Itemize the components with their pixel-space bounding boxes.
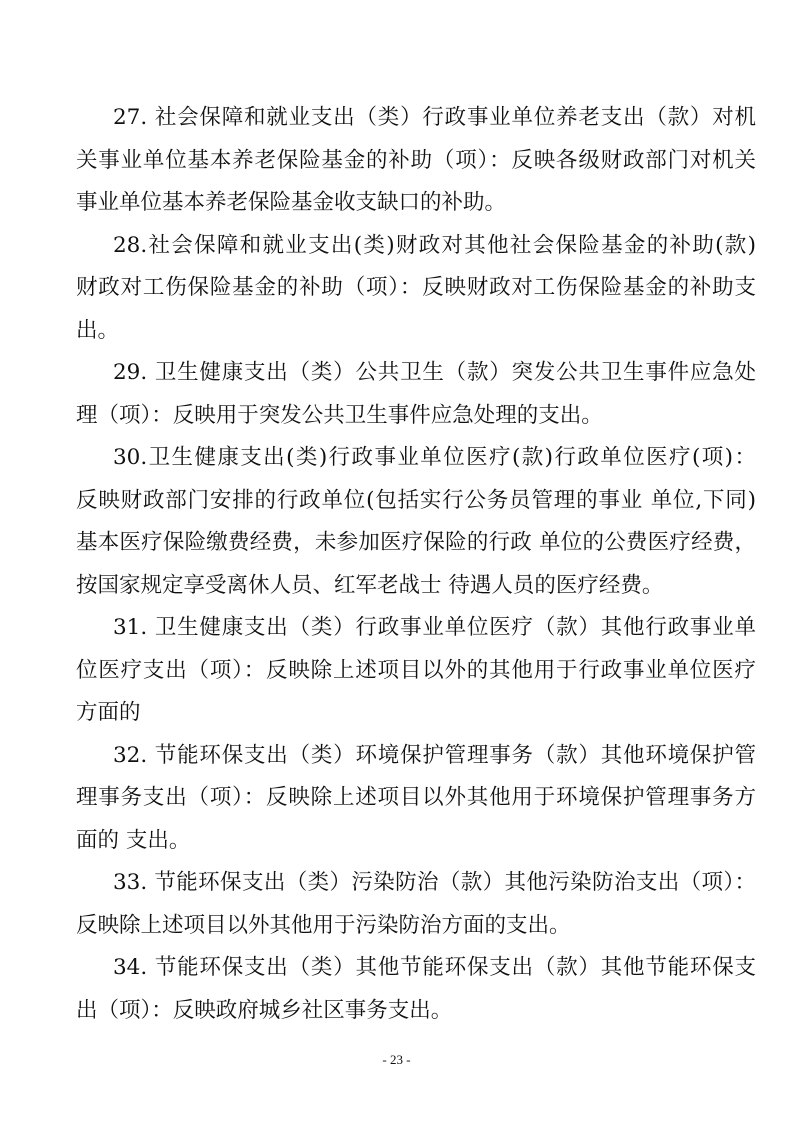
paragraph-34 [76, 947, 756, 1032]
text-line: 32. 节能环保支出（类）环境保护管理事务（款）其他环境保护管 [113, 742, 756, 768]
paragraph-33 [76, 862, 756, 947]
text-line: 面的 支出。 [76, 827, 191, 853]
text-line: 34. 节能环保支出（类）其他节能环保支出（款）其他节能环保支 [113, 955, 756, 980]
text-line: 财政对工伤保险基金的补助（项）：反映财政对工伤保险基金的补助支 [76, 275, 756, 300]
text-line: 28.社会保障和就业支出(类)财政对其他社会保险基金的补助(款) [113, 232, 756, 258]
text-line: 反映财政部门安排的行政单位(包括实行公务员管理的事业 单位,下同) [76, 487, 756, 513]
text-line: 事业单位基本养老保险基金收支缺口的补助。 [76, 190, 507, 215]
text-line: 按国家规定享受离休人员、红军老战士 待遇人员的医疗经费。 [76, 572, 664, 598]
text-line: 30.卫生健康支出(类)行政事业单位医疗(款)行政单位医疗(项)： [113, 445, 756, 470]
page-number: - 23 - [382, 1052, 411, 1067]
text-line: 29. 卫生健康支出（类）公共卫生（款）突发公共卫生事件应急处 [113, 360, 756, 385]
text-line: 33. 节能环保支出（类）污染防治（款）其他污染防治支出（项）： [113, 870, 756, 895]
paragraph-28 [76, 225, 756, 353]
paragraph-30 [76, 437, 756, 607]
text-line: 关事业单位基本养老保险基金的补助（项）：反映各级财政部门对机关 [76, 147, 756, 173]
paragraph-29 [76, 352, 756, 437]
text-line: 31. 卫生健康支出（类）行政事业单位医疗（款）其他行政事业单 [113, 615, 756, 640]
paragraph-31 [76, 607, 756, 735]
paragraph-32 [76, 735, 756, 863]
text-line: 27. 社会保障和就业支出（类）行政事业单位养老支出（款）对机 [113, 105, 756, 130]
text-line: 基本医疗保险缴费经费，未参加医疗保险的行政 单位的公费医疗经费， [76, 530, 756, 555]
text-line: 理（项）：反映用于突发公共卫生事件应急处理的支出。 [76, 402, 603, 428]
text-line: 出（项）：反映政府城乡社区事务支出。 [76, 997, 453, 1023]
paragraph-27 [76, 97, 756, 225]
text-line: 位医疗支出（项）：反映除上述项目以外的其他用于行政事业单位医疗 [76, 657, 756, 683]
text-line: 反映除上述项目以外其他用于污染防治方面的支出。 [76, 912, 571, 938]
text-line: 出。 [76, 317, 120, 343]
text-line: 理事务支出（项）：反映除上述项目以外其他用于环境保护管理事务方 [76, 785, 756, 810]
document-body [76, 97, 756, 1032]
text-line: 方面的 [76, 700, 141, 725]
